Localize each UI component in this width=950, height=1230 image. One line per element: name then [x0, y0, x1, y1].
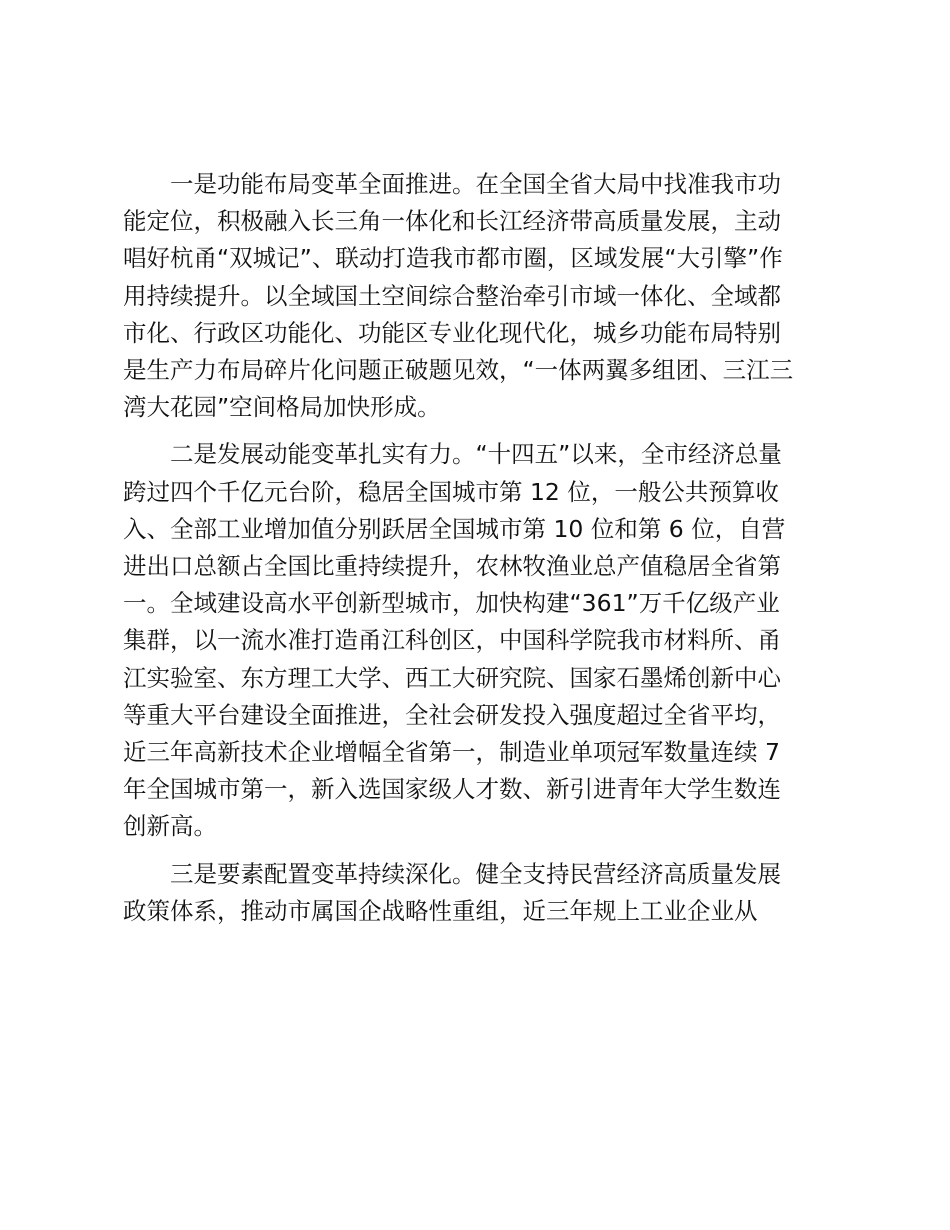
text-line: 一是功能布局变革全面推进。在全国全省大局中找准我市功 — [123, 170, 781, 198]
text-line: 等重大平台建设全面推进，全社会研发投入强度超过全省平均， — [123, 700, 781, 729]
paragraph-factor-allocation — [123, 856, 835, 930]
text-line: 政策体系，推动市属国企战略性重组，近三年规上工业企业从 — [123, 896, 758, 925]
text-line: 二是发展动能变革扎实有力。“十四五”以来，全市经济总量 — [123, 440, 782, 469]
text-line: 入、全部工业增加值分别跃居全国城市第 10 位和第 6 位，自营 — [123, 514, 786, 543]
document-body — [123, 166, 835, 930]
text-line: 用持续提升。以全域国土空间综合整治牵引市域一体化、全域都 — [123, 281, 781, 310]
text-line: 湾大花园”空间格局加快形成。 — [123, 393, 441, 422]
paragraph-spacer — [123, 846, 835, 856]
text-line: 三是要素配置变革持续深化。健全支持民营经济高质量发展 — [123, 859, 781, 888]
text-line: 唱好杭甬“双城记”、联动打造我市都市圈，区域发展“大引擎”作 — [123, 244, 783, 273]
paragraph-spacer — [123, 426, 835, 436]
text-line: 集群，以一流水准打造甬江科创区，中国科学院我市材料所、甬 — [123, 626, 781, 655]
text-line: 近三年高新技术企业增幅全省第一，制造业单项冠军数量连续 7 — [123, 738, 780, 767]
text-line: 进出口总额占全国比重持续提升，农林牧渔业总产值稳居全省第 — [123, 552, 781, 581]
text-line: 能定位，积极融入长三角一体化和长江经济带高质量发展，主动 — [123, 207, 781, 236]
text-line: 是生产力布局碎片化问题正破题见效，“一体两翼多组团、三江三 — [123, 356, 794, 385]
text-line: 市化、行政区功能化、功能区专业化现代化，城乡功能布局特别 — [123, 318, 781, 347]
text-line: 跨过四个千亿元台阶，稳居全国城市第 12 位，一般公共预算收 — [123, 477, 779, 506]
text-line: 江实验室、东方理工大学、西工大研究院、国家石墨烯创新中心 — [123, 663, 781, 692]
paragraph-development-momentum — [123, 436, 835, 845]
paragraph-functional-layout — [123, 166, 835, 426]
text-line: 一。全域建设高水平创新型城市，加快构建“361”万千亿级产业 — [123, 589, 780, 618]
text-line: 年全国城市第一，新入选国家级人才数、新引进青年大学生数连 — [123, 775, 781, 804]
text-line: 创新高。 — [123, 812, 217, 841]
